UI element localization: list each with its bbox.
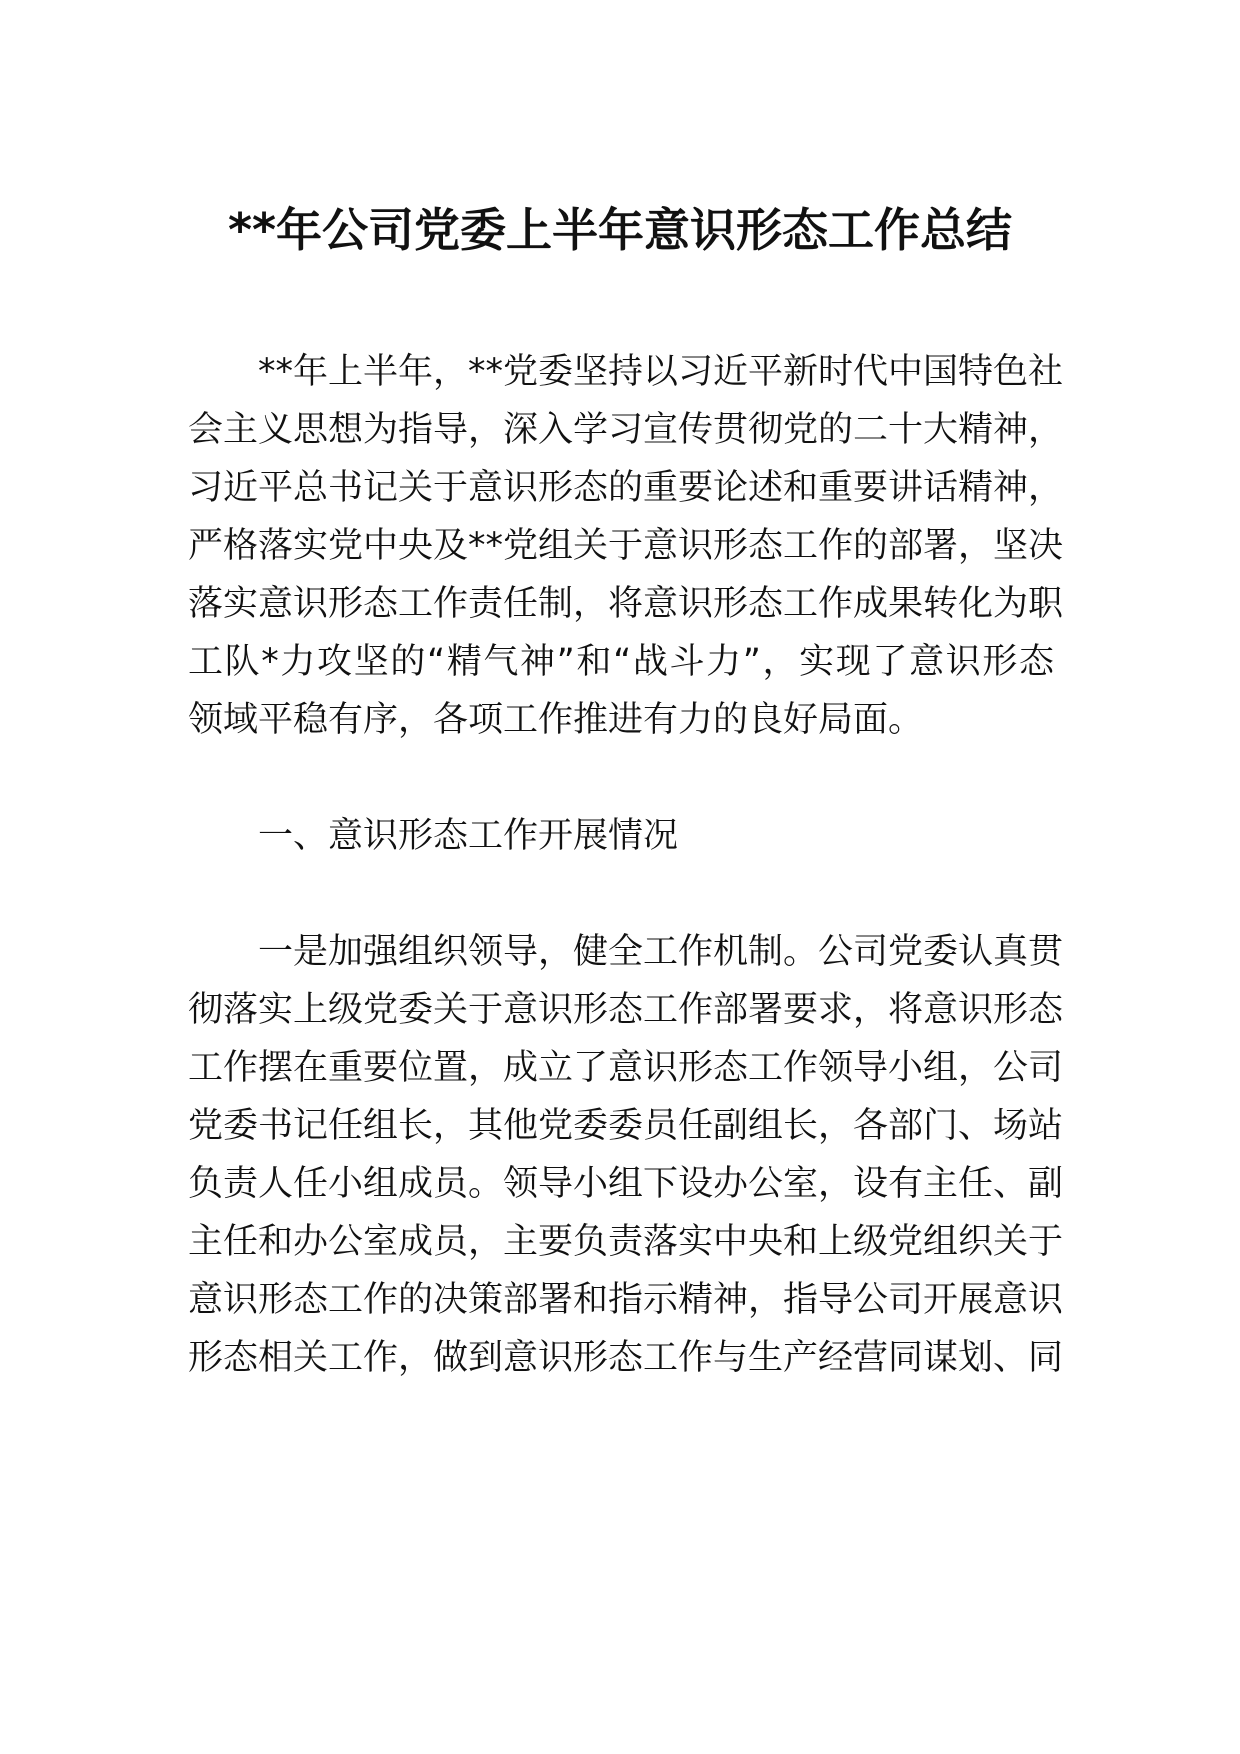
- paragraph-line: 领域平稳有序，各项工作推进有力的良好局面。: [188, 700, 924, 740]
- paragraph-line: 负责人任小组成员。领导小组下设办公室，设有主任、副: [188, 1164, 1064, 1204]
- paragraph-line: 一是加强组织领导，健全工作机制。公司党委认真贯: [258, 932, 1064, 972]
- paragraph-line: 党委书记任组长，其他党委委员任副组长，各部门、场站: [188, 1106, 1064, 1146]
- paragraph-line: 工作摆在重要位置，成立了意识形态工作领导小组，公司: [188, 1048, 1064, 1088]
- paragraph-line: **年上半年，**党委坚持以习近平新时代中国特色社: [258, 352, 1064, 392]
- section-heading: 一、意识形态工作开展情况: [258, 816, 679, 856]
- paragraph-line: 主任和办公室成员，主要负责落实中央和上级党组织关于: [188, 1222, 1064, 1262]
- paragraph-line: 落实意识形态工作责任制，将意识形态工作成果转化为职: [188, 584, 1064, 624]
- document-title: **年公司党委上半年意识形态工作总结: [227, 203, 1013, 257]
- paragraph-line: 会主义思想为指导，深入学习宣传贯彻党的二十大精神，: [188, 410, 1064, 450]
- paragraph-line: 工队*力攻坚的“精气神”和“战斗力”，实现了意识形态: [188, 642, 1054, 682]
- paragraph-line: 严格落实党中央及**党组关于意识形态工作的部署，坚决: [188, 526, 1064, 566]
- paragraph-line: 形态相关工作，做到意识形态工作与生产经营同谋划、同: [188, 1338, 1064, 1378]
- paragraph-line: 彻落实上级党委关于意识形态工作部署要求，将意识形态: [188, 990, 1064, 1030]
- paragraph-line: 习近平总书记关于意识形态的重要论述和重要讲话精神，: [188, 468, 1064, 508]
- paragraph-line: 意识形态工作的决策部署和指示精神，指导公司开展意识: [188, 1280, 1064, 1320]
